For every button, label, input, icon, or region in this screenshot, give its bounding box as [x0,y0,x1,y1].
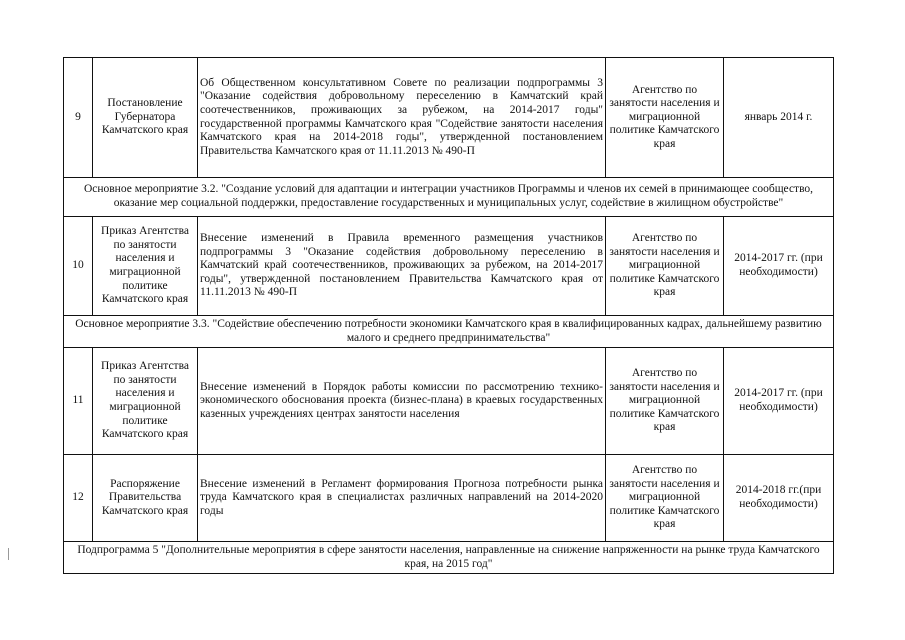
table-row [64,58,834,178]
scan-artifact [8,548,9,560]
document-type-cell: Распоряжение Правительства Камчатского края [93,455,198,542]
term-cell: 2014-2017 гг. (при необходимости) [724,348,834,455]
row-number: 9 [64,58,93,178]
content-cell: Внесение изменений в Порядок работы комиссии по рассмотрению технико-экономического обоснования проекта (бизнес-плана) в краевых государственных казенных учреждениях центрах занятости населения [198,348,606,455]
responsible-cell: Агентство по занятости населения и миграционной политике Камчатского края [606,58,724,178]
responsible-cell: Агентство по занятости населения и миграционной политике Камчатского края [606,455,724,542]
document-type-cell: Приказ Агентства по занятости населения и миграционной политике Камчатского края [93,217,198,316]
section-heading: Основное мероприятие 3.3. "Содействие обеспечению потребности экономики Камчатского края в квалифицированных кадрах, дальнейшему развитию малого и среднего предпринимательства" [64,316,834,348]
content-cell: Об Общественном консультативном Совете по реализации подпрограммы 3 "Оказание содействия добровольному переселению в Камчатский край соотечественников, проживающих за рубежом, на 2014-2017 годы" государственной программы Камчатского края "Содействие занятости населения Камчатского края на 2014-2018 годы", утвержденной постановлением Правительства Камчатского края от 11.11.2013 № 490-П [198,58,606,178]
document-type-cell: Приказ Агентства по занятости населения и миграционной политике Камчатского края [93,348,198,455]
responsible-cell: Агентство по занятости населения и миграционной политике Камчатского края [606,348,724,455]
section-row [64,178,834,217]
row-number: 11 [64,348,93,455]
section-heading: Основное мероприятие 3.2. "Создание условий для адаптации и интеграции участников Программы и членов их семей в принимающее сообщество, оказание мер социальной поддержки, предоставление государственных и муниципальных услуг, содействие в жилищном обустройстве" [64,178,834,217]
section-row [64,316,834,348]
table-row [64,455,834,542]
table-row [64,217,834,316]
row-number: 10 [64,217,93,316]
table-row [64,348,834,455]
term-cell: 2014-2017 гг. (при необходимости) [724,217,834,316]
content-cell: Внесение изменений в Регламент формирования Прогноза потребности рынка труда Камчатского края в специалистах различных направлений на 2014-2020 годы [198,455,606,542]
section-row [64,542,834,574]
term-cell: 2014-2018 гг.(при необходимости) [724,455,834,542]
row-number: 12 [64,455,93,542]
document-type-cell: Постановление Губернатора Камчатского края [93,58,198,178]
responsible-cell: Агентство по занятости населения и миграционной политике Камчатского края [606,217,724,316]
section-heading: Подпрограмма 5 "Дополнительные мероприятия в сфере занятости населения, направленные на снижение напряженности на рынке труда Камчатского края, на 2015 год" [64,542,834,574]
term-cell: январь 2014 г. [724,58,834,178]
measures-table [63,57,834,574]
content-cell: Внесение изменений в Правила временного размещения участников подпрограммы 3 "Оказание содействия добровольному переселению в Камчатский край соотечественников, проживающих за рубежом, на 2014-2017 годы", утвержденной постановлением Правительства Камчатского края от 11.11.2013 № 490-П [198,217,606,316]
